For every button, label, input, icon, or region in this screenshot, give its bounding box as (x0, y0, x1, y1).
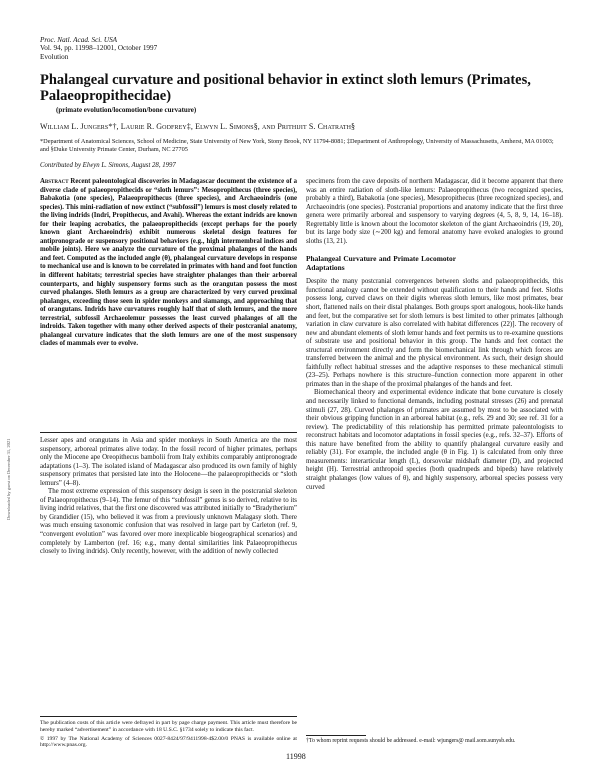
abstract-divider (40, 432, 297, 433)
body-paragraph: Despite the many postcranial convergences between sloths and palaeopropithecids, this functional analogy cannot be extended without qualification to their hands and feet. Sloths possess long, curved claws on their digits whereas sloth lemurs, like most primates, bear short, flattened nails on their distal phalanges. Both groups sport analogous, hook-like hands and feet, but the comparative set for sloth lemurs is best limited to other primates [although variation in claw curvature is also correlated with habitat differences (22)]. The recovery of new and abundant elements of sloth lemur hands and feet permits us to re-examine questions of substrate use and positional behavior in this group. The hands and feet contact the structural environment directly and form the biomechanical link through which forces are transferred between the animal and the physical environment. As such, their design should faithfully reflect habitual stresses and the adaptive responses to these mechanical stimuli (23–25). Perhaps nowhere is this structure–function connection more apparent in other primates than in the shape of the proximal phalanges of the hands and feet. (306, 278, 563, 388)
section-heading: Phalangeal Curvature and Primate Locomotor Adaptations (306, 254, 456, 273)
footnote-divider-right (306, 735, 366, 736)
footnote-divider (40, 716, 297, 717)
body-paragraph: Lesser apes and orangutans in Asia and spider monkeys in South America are the most suspensory, arboreal primates alive today. In the fossil record of higher primates, perhaps only the Miocene ape Oreopithecus bambolii from Italy exhibits comparably antipronograde adaptations (1–3). The isolated island of Madagascar also produced its own family of highly suspensory primates that persisted late into the Holocene—the palaeopropithecids or “sloth lemurs” (4–8). (40, 437, 297, 487)
download-watermark: Downloaded by guest on December 31, 2021 (6, 438, 11, 520)
article-title: Phalangeal curvature and positional behavior in extinct sloth lemurs (Primates, Palaeopropithecidae) (40, 72, 531, 104)
journal-volume: Vol. 94, pp. 11998–12001, October 1997 (40, 44, 158, 53)
journal-header (40, 36, 157, 61)
journal-section: Evolution (40, 52, 69, 61)
abstract-label: Abstract (40, 178, 69, 185)
keywords: (primate evolution/locomotion/bone curvature) (56, 106, 197, 114)
publication-footnote (40, 720, 297, 751)
right-column-body (306, 178, 563, 492)
abstract (40, 178, 297, 349)
abstract-text: Recent paleontological discoveries in Madagascar document the existence of a diverse clade of palaeopropithecids or “sloth lemurs”: Mesopropithecus (three species), Babakotia (one species), Palaeopropithecus (three species), and Archaeoindris (one species). This mini-radiation of now extinct (“subfossil”) lemurs is most closely related to the living indrids (Indri, Propithecus, and Avahi). Whereas the extant indrids are known for their leaping acrobatics, the palaeopropithecids (except perhaps for the poorly known giant Archaeoindris) exhibit numerous skeletal design features for antipronograde or suspensory positional behaviors (e.g., high intermembral indices and mobile joints). Here we analyze the curvature of the proximal phalanges of the hands and feet. Computed as the included angle (θ), phalangeal curvature develops in response to mechanical use and is known to be correlated in primates with hand and foot function in different habitats; terrestrial species have straighter phalanges than their arboreal counterparts, and highly suspensory forms such as the orangutan possess the most curved phalanges. Sloth lemurs as a group are characterized by very curved proximal phalanges, exceeding those seen in spider monkeys and siamangs, and approaching that of orangutans. Indrids have curvatures roughly half that of sloth lemurs, and the more terrestrial, subfossil Archaeolemur possesses the least curved phalanges of all the indroids. Taken together with many other derived aspects of their postcranial anatomy, phalangeal curvature indicates that the sloth lemurs are one of the most suspensory clades of mammals ever to evolve. (40, 178, 297, 348)
footnote-copyright: © 1997 by The National Academy of Sciences 0027-8424/97/9411998-4$2.00/0 PNAS is available online at http://www.pnas.org. (40, 735, 297, 749)
page-number: 11998 (286, 752, 306, 761)
footnote-charges: The publication costs of this article were defrayed in part by page charge payment. This article must therefore be hereby marked “advertisement” in accordance with 18 U.S.C. §1734 solely to indicate this fact. (40, 720, 297, 733)
contributed-by: Contributed by Elwyn L. Simons, August 28, 1997 (40, 162, 176, 169)
left-column-body (40, 437, 297, 557)
body-paragraph: Biomechanical theory and experimental evidence indicate that bone curvature is closely and necessarily linked to functional demands, including postnatal stresses (26) and prenatal stimuli (27, 28). Curved phalanges of primates are assumed by most to be associated with their obvious gripping function in an arboreal habitat (e.g., refs. 29 and 30; see ref. 31 for a review). The predictability of this relationship has permitted primate paleontologists to reconstruct habitats and locomotor adaptations in fossil species (e.g., refs. 32–37). Efforts of this nature have benefited from the ability to quantify phalangeal curvature easily and reliably (31). For example, the included angle (θ in Fig. 1) is calculated from only three measurements: interarticular length (L), dorsovolar midshaft diameter (D), and projected height (H). Terrestrial anthropoid species (both quadrupeds and bipeds) have relatively straight phalanges (low values of θ), and highly suspensory, arboreal species possess very curved (306, 389, 563, 491)
body-paragraph: The most extreme expression of this suspensory design is seen in the postcranial skeleton of Palaeopropithecus (9–14). The femur of this “subfossil” genus is so derived, relative to its living indrid relatives, that the first one discovered was attributed initially to “Bradytherium” by Grandidier (15), who believed it was from a previously unknown Malagasy sloth. There was much ensuing taxonomic confusion that was resolved in large part by Carleton (ref. 9, “convergent evolution” was favored over more inexplicable biogeographical scenarios) and completely by Lamberton (ref. 16; e.g., many dental similarities link Palaeopropithecus closely to living indrids). Only recently, however, with the addition of newly collected (40, 488, 297, 556)
reprint-footnote: †To whom reprint requests should be addressed. e-mail: wjungers@ mail.som.sunysb.edu. (306, 738, 516, 744)
author-list: William L. Jungers*†, Laurie R. Godfrey‡, Elwyn L. Simons§, and Prithijit S. Chatrath§ (40, 122, 356, 131)
journal-name: Proc. Natl. Acad. Sci. USA (40, 36, 118, 44)
body-paragraph: specimens from the cave deposits of northern Madagascar, did it become apparent that there was an entire radiation of sloth-like lemurs: Palaeopropithecus (two recognized species, probably a third), Babakotia (one species), Mesopropithecus (three recognized species), and Archaeoindris (one species). Postcranial proportions and anatomy indicate that the first three genera were primarily arboreal and suspensory to varying degrees (4, 5, 8, 9, 14, 16–18). Regrettably little is known about the locomotor skeleton of the giant Archaeoindris (19, 20), but its large body size (∼200 kg) and femoral anatomy have evoked analogies to ground sloths (13, 21). (306, 178, 563, 245)
affiliations: *Department of Anatomical Sciences, School of Medicine, State University of New York, Stony Brook, NY 11794-8081; ‡Department of Anthropology, University of Massachusetts, Amherst, MA 01003; and §Duke University Primate Center, Durham, NC 27705 (40, 138, 554, 153)
